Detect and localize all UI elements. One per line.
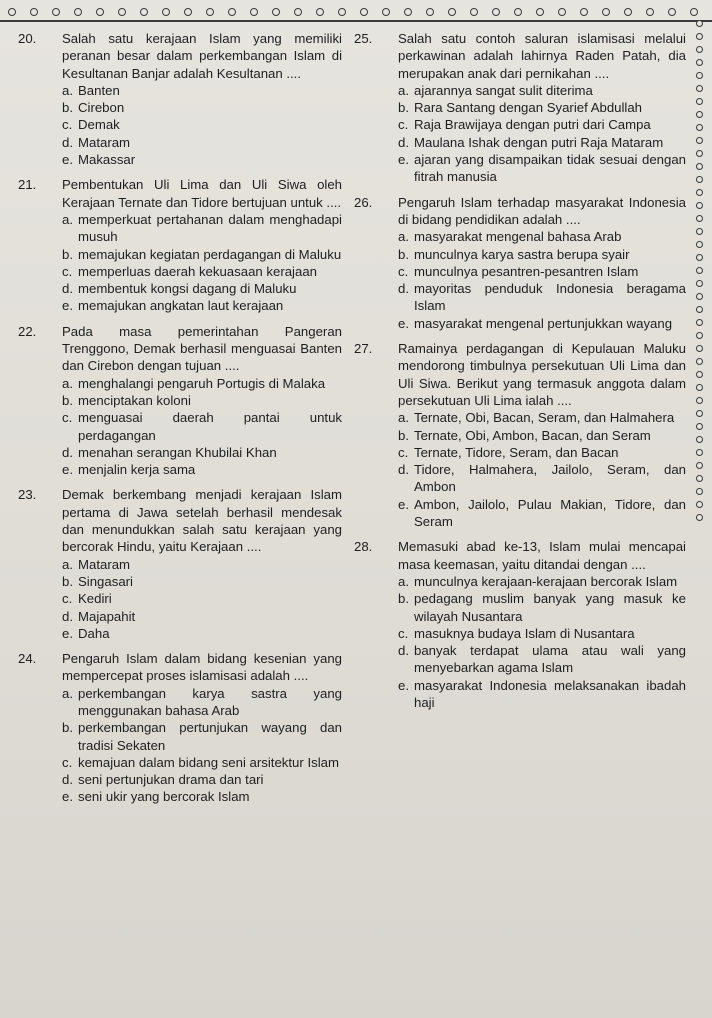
option-list bbox=[398, 573, 686, 711]
answer-option[interactable] bbox=[398, 280, 686, 315]
border-dot bbox=[696, 267, 703, 274]
border-dot bbox=[580, 8, 588, 16]
option-text: Ternate, Obi, Ambon, Bacan, dan Seram bbox=[414, 427, 651, 443]
option-letter: a. bbox=[398, 410, 409, 426]
border-dot bbox=[696, 163, 703, 170]
option-letter: b. bbox=[62, 100, 73, 116]
option-letter: e. bbox=[62, 298, 73, 314]
border-dot bbox=[696, 254, 703, 261]
option-letter: b. bbox=[62, 246, 73, 262]
border-dot bbox=[696, 397, 703, 404]
option-letter: d. bbox=[398, 281, 409, 297]
option-text: Singasari bbox=[78, 573, 133, 589]
option-text: ajarannya sangat sulit diterima bbox=[414, 82, 593, 98]
border-dot bbox=[382, 8, 390, 16]
border-dot bbox=[696, 306, 703, 313]
answer-option[interactable] bbox=[62, 134, 342, 151]
option-text: ajaran yang disampaikan tidak sesuai dengan fitrah manusia bbox=[414, 152, 686, 185]
border-dot bbox=[228, 8, 236, 16]
question-number: 28. bbox=[354, 539, 373, 555]
option-text: membentuk kongsi dagang di Maluku bbox=[78, 281, 297, 297]
option-letter: c. bbox=[62, 410, 73, 426]
option-letter: d. bbox=[62, 772, 73, 788]
question-header bbox=[18, 30, 342, 82]
question-stem: Pengaruh Islam terhadap masyarakat Indonesia di bidang pendidikan adalah .... bbox=[398, 194, 686, 227]
answer-option[interactable] bbox=[398, 444, 686, 461]
border-dot bbox=[696, 449, 703, 456]
border-dot bbox=[668, 8, 676, 16]
option-letter: a. bbox=[62, 685, 73, 701]
option-letter: e. bbox=[398, 677, 409, 693]
border-dot bbox=[696, 124, 703, 131]
left-column bbox=[18, 30, 342, 814]
option-letter: d. bbox=[62, 134, 73, 150]
border-dot bbox=[206, 8, 214, 16]
option-letter: c. bbox=[398, 625, 409, 641]
answer-option[interactable] bbox=[62, 280, 342, 297]
answer-option[interactable] bbox=[62, 246, 342, 263]
border-dot bbox=[470, 8, 478, 16]
border-dot bbox=[696, 85, 703, 92]
question-stem: Pengaruh Islam dalam bidang kesenian yang mempercepat proses islamisasi adalah .... bbox=[62, 651, 342, 684]
answer-option[interactable] bbox=[62, 556, 342, 573]
option-text: Cirebon bbox=[78, 100, 125, 116]
option-letter: c. bbox=[62, 117, 73, 133]
answer-option[interactable] bbox=[398, 677, 686, 712]
border-dot bbox=[140, 8, 148, 16]
border-dot bbox=[696, 202, 703, 209]
border-dot bbox=[696, 59, 703, 66]
border-dot bbox=[696, 319, 703, 326]
option-text: Ternate, Obi, Bacan, Seram, dan Halmahera bbox=[414, 410, 675, 426]
border-dot bbox=[696, 20, 703, 27]
option-letter: e. bbox=[398, 496, 409, 512]
option-letter: a. bbox=[398, 82, 409, 98]
option-letter: e. bbox=[62, 789, 73, 805]
answer-option[interactable] bbox=[398, 461, 686, 496]
answer-option[interactable] bbox=[398, 263, 686, 280]
question-header bbox=[18, 323, 342, 375]
answer-option[interactable] bbox=[398, 82, 686, 99]
option-letter: b. bbox=[398, 427, 409, 443]
option-text: perkembangan pertunjukan wayang dan tradisi Sekaten bbox=[78, 720, 342, 753]
answer-option[interactable] bbox=[398, 315, 686, 332]
question-stem: Salah satu contoh saluran islamisasi melalui perkawinan adalah lahirnya Raden Patah, dia merupakan anak dari pernikahan .... bbox=[398, 31, 686, 81]
option-list bbox=[398, 409, 686, 530]
option-text: Kediri bbox=[78, 591, 112, 607]
question-stem: Memasuki abad ke-13, Islam mulai mencapai masa keemasan, yaitu ditandai dengan .... bbox=[398, 539, 686, 572]
border-dot bbox=[696, 436, 703, 443]
question-stem: Salah satu kerajaan Islam yang memiliki peranan besar dalam perkembangan Islam di Kesultanan Banjar adalah Kesultanan .... bbox=[62, 31, 342, 81]
border-dot bbox=[696, 280, 703, 287]
question-stem: Ramainya perdagangan di Kepulauan Maluku mendorong timbulnya persekutuan Uli Lima dan Uli Siwa. Berikut yang termasuk anggota dalam persekutuan Uli Lima ialah .... bbox=[398, 341, 686, 408]
option-text: menguasai daerah pantai untuk perdagangan bbox=[78, 410, 342, 443]
question-header bbox=[354, 30, 686, 82]
option-letter: d. bbox=[62, 444, 73, 460]
border-dot bbox=[294, 8, 302, 16]
answer-option[interactable] bbox=[62, 625, 342, 642]
border-dot bbox=[250, 8, 258, 16]
option-letter: c. bbox=[62, 591, 73, 607]
option-letter: c. bbox=[62, 263, 73, 279]
border-dot bbox=[404, 8, 412, 16]
border-dot bbox=[8, 8, 16, 16]
option-text: masyarakat mengenal pertunjukkan wayang bbox=[414, 315, 673, 331]
option-text: masuknya budaya Islam di Nusantara bbox=[414, 625, 635, 641]
border-dot bbox=[492, 8, 500, 16]
option-text: pedagang muslim banyak yang masuk ke wilayah Nusantara bbox=[414, 591, 686, 624]
option-text: menciptakan koloni bbox=[78, 392, 191, 408]
answer-option[interactable] bbox=[62, 82, 342, 99]
question-number: 23. bbox=[18, 487, 37, 503]
option-letter: b. bbox=[62, 392, 73, 408]
decorative-top-border bbox=[0, 6, 712, 22]
border-dot bbox=[558, 8, 566, 16]
border-dot bbox=[514, 8, 522, 16]
option-letter: a. bbox=[398, 573, 409, 589]
border-dot bbox=[696, 137, 703, 144]
option-letter: a. bbox=[62, 82, 73, 98]
option-list bbox=[62, 82, 342, 168]
option-list bbox=[398, 82, 686, 186]
answer-option[interactable] bbox=[398, 427, 686, 444]
border-dot bbox=[696, 501, 703, 508]
border-dot bbox=[696, 475, 703, 482]
question-header bbox=[354, 194, 686, 229]
question bbox=[18, 486, 342, 642]
question-stem: Pada masa pemerintahan Pangeran Trenggono, Demak berhasil menguasai Banten dan Cirebon dengan tujuan .... bbox=[62, 323, 342, 374]
question bbox=[354, 538, 686, 711]
question-number: 21. bbox=[18, 177, 37, 193]
option-text: Majapahit bbox=[78, 608, 136, 624]
option-text: seni pertunjukan drama dan tari bbox=[78, 772, 264, 788]
option-text: Daha bbox=[78, 625, 110, 641]
border-dot bbox=[696, 384, 703, 391]
option-text: menahan serangan Khubilai Khan bbox=[78, 444, 277, 460]
answer-option[interactable] bbox=[62, 99, 342, 116]
answer-option[interactable] bbox=[398, 496, 686, 531]
option-letter: a. bbox=[398, 229, 409, 245]
answer-option[interactable] bbox=[62, 788, 342, 805]
question-header bbox=[18, 486, 342, 555]
answer-option[interactable] bbox=[398, 573, 686, 590]
answer-option[interactable] bbox=[62, 211, 342, 246]
option-letter: e. bbox=[62, 152, 73, 168]
border-dot bbox=[316, 8, 324, 16]
option-letter: e. bbox=[398, 152, 409, 168]
option-letter: b. bbox=[398, 100, 409, 116]
option-letter: d. bbox=[62, 281, 73, 297]
option-text: Tidore, Halmahera, Jailolo, Seram, dan Ambon bbox=[414, 462, 686, 495]
option-text: Demak bbox=[78, 117, 120, 133]
option-text: masyarakat Indonesia melaksanakan ibadah haji bbox=[414, 677, 686, 710]
option-text: kemajuan dalam bidang seni arsitektur Islam bbox=[78, 754, 339, 770]
border-dot bbox=[602, 8, 610, 16]
option-text: munculnya pesantren-pesantren Islam bbox=[414, 263, 639, 279]
question-number: 26. bbox=[354, 194, 373, 210]
question-header bbox=[18, 650, 342, 685]
answer-option[interactable] bbox=[62, 608, 342, 625]
question bbox=[18, 650, 342, 806]
option-text: Banten bbox=[78, 82, 120, 98]
option-letter: d. bbox=[62, 608, 73, 624]
answer-option[interactable] bbox=[398, 99, 686, 116]
border-dot bbox=[696, 98, 703, 105]
border-dot bbox=[338, 8, 346, 16]
decorative-right-border bbox=[696, 8, 706, 528]
answer-option[interactable] bbox=[62, 116, 342, 133]
question bbox=[354, 194, 686, 332]
answer-option[interactable] bbox=[398, 642, 686, 677]
border-dot bbox=[30, 8, 38, 16]
answer-option[interactable] bbox=[62, 375, 342, 392]
border-dot bbox=[272, 8, 280, 16]
border-dot bbox=[52, 8, 60, 16]
border-dot bbox=[696, 215, 703, 222]
border-dot bbox=[696, 410, 703, 417]
option-text: memajukan kegiatan perdagangan di Maluku bbox=[78, 246, 342, 262]
option-letter: b. bbox=[62, 573, 73, 589]
option-text: memperluas daerah kekuasaan kerajaan bbox=[78, 263, 317, 279]
border-dot bbox=[624, 8, 632, 16]
border-dot bbox=[696, 514, 703, 521]
border-dot bbox=[74, 8, 82, 16]
option-text: menghalangi pengaruh Portugis di Malaka bbox=[78, 375, 326, 391]
option-text: Mataram bbox=[78, 134, 131, 150]
border-dot bbox=[426, 8, 434, 16]
question-header bbox=[354, 340, 686, 409]
border-dot bbox=[696, 462, 703, 469]
border-dot bbox=[696, 150, 703, 157]
question bbox=[18, 323, 342, 479]
option-text: Raja Brawijaya dengan putri dari Campa bbox=[414, 117, 651, 133]
answer-option[interactable] bbox=[62, 444, 342, 461]
option-text: menjalin kerja sama bbox=[78, 462, 196, 478]
option-text: perkembangan karya sastra yang menggunakan bahasa Arab bbox=[78, 685, 342, 718]
question-stem: Pembentukan Uli Lima dan Uli Siwa oleh Kerajaan Ternate dan Tidore bertujuan untuk .... bbox=[62, 177, 342, 210]
border-dot bbox=[162, 8, 170, 16]
option-letter: a. bbox=[62, 211, 73, 227]
option-text: Ternate, Tidore, Seram, dan Bacan bbox=[414, 444, 619, 460]
question-header bbox=[354, 538, 686, 573]
answer-option[interactable] bbox=[62, 263, 342, 280]
option-text: masyarakat mengenal bahasa Arab bbox=[414, 229, 622, 245]
question-number: 25. bbox=[354, 31, 373, 46]
option-list bbox=[62, 211, 342, 315]
option-text: Rara Santang dengan Syarief Abdullah bbox=[414, 100, 643, 116]
option-letter: d. bbox=[398, 134, 409, 150]
border-dot bbox=[696, 293, 703, 300]
border-dot bbox=[360, 8, 368, 16]
option-letter: d. bbox=[398, 462, 409, 478]
option-text: banyak terdapat ulama atau wali yang menyebarkan agama Islam bbox=[414, 643, 686, 676]
border-dot bbox=[696, 332, 703, 339]
question-number: 20. bbox=[18, 31, 37, 46]
option-letter: b. bbox=[398, 591, 409, 607]
option-text: Maulana Ishak dengan putri Raja Mataram bbox=[414, 134, 664, 150]
option-letter: a. bbox=[62, 556, 73, 572]
option-text: memperkuat pertahanan dalam menghadapi musuh bbox=[78, 211, 342, 245]
answer-option[interactable] bbox=[62, 719, 342, 754]
answer-option[interactable] bbox=[62, 754, 342, 771]
option-letter: c. bbox=[62, 754, 73, 770]
answer-option[interactable] bbox=[398, 409, 686, 426]
question-number: 27. bbox=[354, 341, 373, 357]
border-dot bbox=[118, 8, 126, 16]
border-dot bbox=[536, 8, 544, 16]
option-letter: e. bbox=[398, 315, 409, 331]
option-text: Ambon, Jailolo, Pulau Makian, Tidore, dan Seram bbox=[414, 496, 686, 530]
answer-option[interactable] bbox=[398, 246, 686, 263]
question bbox=[18, 30, 342, 168]
border-dot bbox=[696, 358, 703, 365]
option-text: seni ukir yang bercorak Islam bbox=[78, 789, 250, 805]
border-dot bbox=[696, 111, 703, 118]
answer-option[interactable] bbox=[62, 771, 342, 788]
option-letter: e. bbox=[62, 625, 73, 641]
border-dot bbox=[448, 8, 456, 16]
option-list bbox=[62, 556, 342, 642]
border-dot bbox=[696, 72, 703, 79]
option-letter: c. bbox=[398, 263, 409, 279]
border-dot bbox=[696, 371, 703, 378]
option-letter: c. bbox=[398, 444, 409, 460]
option-letter: a. bbox=[62, 375, 73, 391]
option-text: mayoritas penduduk Indonesia beragama Islam bbox=[414, 281, 686, 314]
border-dot bbox=[696, 33, 703, 40]
option-text: memajukan angkatan laut kerajaan bbox=[78, 298, 284, 314]
question bbox=[354, 30, 686, 186]
question-stem: Demak berkembang menjadi kerajaan Islam pertama di Jawa setelah berhasil mendesak dan menundukkan salah satu kerajaan yang bercorak Hindu, yaitu Kerajaan .... bbox=[62, 487, 342, 555]
answer-option[interactable] bbox=[398, 151, 686, 186]
border-dot bbox=[696, 241, 703, 248]
answer-option[interactable] bbox=[62, 392, 342, 409]
option-text: munculnya kerajaan-kerajaan bercorak Islam bbox=[414, 573, 678, 589]
border-dot bbox=[184, 8, 192, 16]
answer-option[interactable] bbox=[62, 151, 342, 168]
question-header bbox=[18, 176, 342, 211]
question bbox=[18, 176, 342, 314]
option-letter: b. bbox=[62, 720, 73, 736]
question-number: 22. bbox=[18, 323, 37, 339]
answer-option[interactable] bbox=[62, 573, 342, 590]
option-letter: d. bbox=[398, 643, 409, 659]
answer-option[interactable] bbox=[398, 228, 686, 245]
border-dot bbox=[696, 228, 703, 235]
border-dot bbox=[696, 423, 703, 430]
border-dot bbox=[96, 8, 104, 16]
border-dot bbox=[646, 8, 654, 16]
answer-option[interactable] bbox=[62, 461, 342, 478]
option-text: Makassar bbox=[78, 152, 136, 168]
border-dot bbox=[696, 176, 703, 183]
answer-option[interactable] bbox=[398, 625, 686, 642]
option-list bbox=[62, 685, 342, 806]
border-dot bbox=[696, 46, 703, 53]
answer-option[interactable] bbox=[62, 685, 342, 720]
option-text: Mataram bbox=[78, 556, 131, 572]
answer-option[interactable] bbox=[398, 590, 686, 625]
question bbox=[354, 340, 686, 530]
option-list bbox=[62, 375, 342, 479]
answer-option[interactable] bbox=[398, 134, 686, 151]
option-letter: e. bbox=[62, 462, 73, 478]
border-dot bbox=[696, 189, 703, 196]
answer-option[interactable] bbox=[62, 297, 342, 314]
answer-option[interactable] bbox=[62, 590, 342, 607]
answer-option[interactable] bbox=[398, 116, 686, 133]
option-list bbox=[398, 228, 686, 332]
border-dot bbox=[696, 488, 703, 495]
border-dot bbox=[696, 345, 703, 352]
question-number: 24. bbox=[18, 651, 37, 667]
option-letter: c. bbox=[398, 117, 409, 133]
answer-option[interactable] bbox=[62, 409, 342, 444]
option-text: munculnya karya sastra berupa syair bbox=[414, 246, 630, 262]
option-letter: b. bbox=[398, 246, 409, 262]
right-column bbox=[354, 30, 686, 719]
